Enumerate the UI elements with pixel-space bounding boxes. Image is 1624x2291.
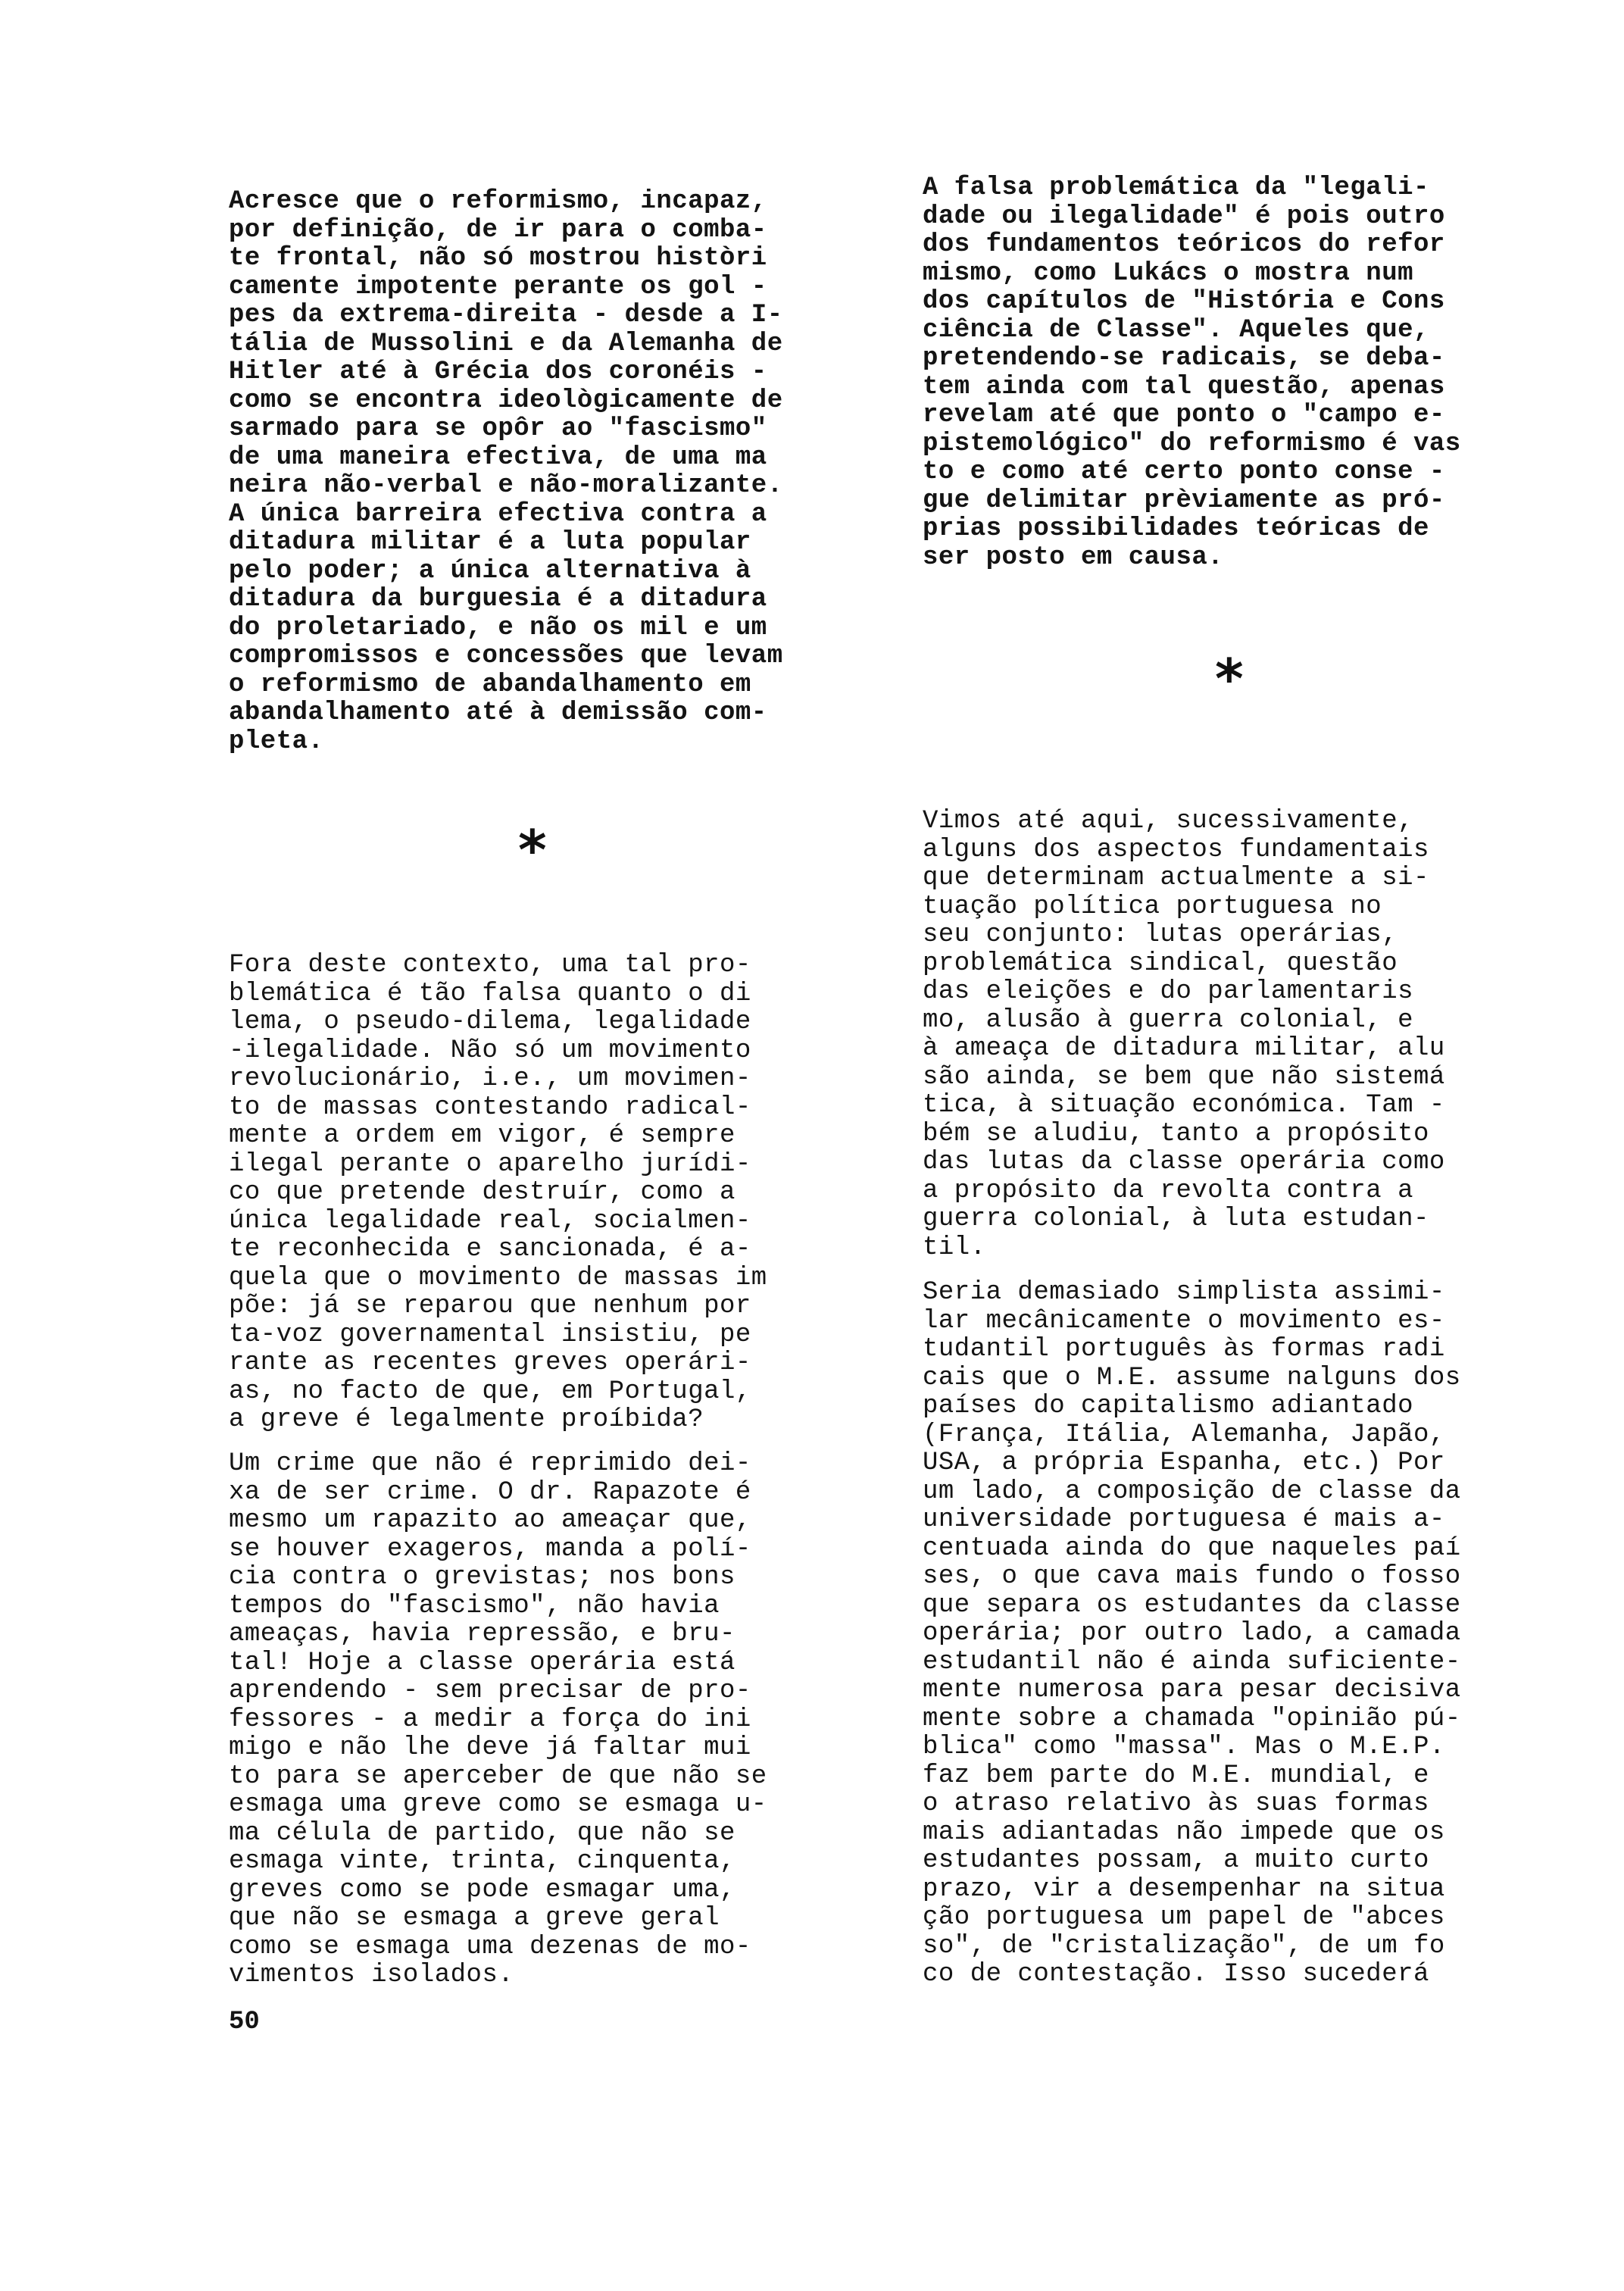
text-line: seu conjunto: lutas operárias, — [923, 920, 1398, 949]
text-line: prias possibilidades teóricas de — [923, 514, 1429, 543]
text-line: países do capitalismo adiantado — [923, 1392, 1414, 1421]
text-line: bém se aludiu, tanto a propósito — [923, 1119, 1429, 1149]
text-line: fessores - a medir a força do ini — [229, 1705, 751, 1734]
text-line: neira não-verbal e não-moralizante. — [229, 471, 783, 500]
text-line: tempos do "fascismo", não havia — [229, 1591, 720, 1621]
text-line: lar mecânicamente o movimento es- — [923, 1306, 1445, 1336]
text-line: a greve é legalmente proíbida? — [229, 1405, 704, 1434]
text-line: ciência de Classe". Aqueles que, — [923, 315, 1429, 345]
text-line: estudantil não é ainda suficiente- — [923, 1647, 1461, 1677]
text-line: vimentos isolados. — [229, 1961, 514, 1989]
text-line: mente numerosa para pesar decisiva — [923, 1676, 1461, 1705]
text-line: greves como se pode esmagar uma, — [229, 1875, 735, 1905]
text-line: pretendendo-se radicais, se deba- — [923, 344, 1445, 373]
text-line: tica, à situação económica. Tam - — [923, 1091, 1445, 1120]
text-line: Seria demasiado simplista assimi- — [923, 1278, 1445, 1307]
text-line: sarmado para se opôr ao "fascismo" — [229, 414, 767, 443]
text-line: mente a ordem em vigor, é sempre — [229, 1121, 735, 1150]
text-line: til. — [923, 1233, 986, 1262]
text-line: tuação política portuguesa no — [923, 892, 1382, 921]
text-line: por definição, de ir para o comba- — [229, 215, 767, 245]
text-line: única legalidade real, socialmen- — [229, 1206, 751, 1236]
text-line: mais adiantadas não impede que os — [923, 1817, 1445, 1847]
text-line: do proletariado, e não os mil e um — [229, 613, 767, 642]
text-line: tália de Mussolini e da Alemanha de — [229, 329, 783, 358]
left-column-paragraph-2 — [229, 952, 820, 1435]
text-line: pleta. — [229, 727, 324, 756]
text-line: cais que o M.E. assume nalguns dos — [923, 1363, 1461, 1392]
text-line: so", de "cristalização", de um fo — [923, 1931, 1445, 1961]
text-line: universidade portuguesa é mais a- — [923, 1505, 1445, 1534]
text-line: as, no facto de que, em Portugal, — [229, 1377, 751, 1406]
text-line: prazo, vir a desempenhar na situa — [923, 1874, 1445, 1904]
text-line: guerra colonial, à luta estudan- — [923, 1205, 1429, 1233]
text-line: a propósito da revolta contra a — [923, 1176, 1414, 1205]
text-line: tem ainda com tal questão, apenas — [923, 372, 1445, 402]
text-line: põe: já se reparou que nenhum por — [229, 1292, 751, 1321]
text-line: cia contra o grevistas; nos bons — [229, 1563, 735, 1592]
text-line: ses, o que cava mais fundo o fosso — [923, 1562, 1461, 1591]
text-line: são ainda, se bem que não sistemá — [923, 1062, 1445, 1092]
text-line: blemática é tão falsa quanto o di — [229, 979, 751, 1008]
text-line: Hitler até à Grécia dos coronéis - — [229, 358, 767, 386]
text-line: Fora deste contexto, uma tal pro- — [229, 951, 751, 980]
text-line: o reformismo de abandalhamento em — [229, 670, 751, 699]
text-line: Vimos até aqui, sucessivamente, — [923, 807, 1414, 836]
text-line: gue delimitar prèviamente as pró- — [923, 486, 1445, 515]
text-line: to de massas contestando radical- — [229, 1092, 751, 1122]
text-line: de uma maneira efectiva, de uma ma — [229, 442, 767, 472]
text-line: ção portuguesa um papel de "abces — [923, 1903, 1445, 1932]
text-line: co que pretende destruír, como a — [229, 1178, 735, 1207]
text-line: dade ou ilegalidade" é pois outro — [923, 202, 1445, 231]
text-line: operária; por outro lado, a camada — [923, 1619, 1461, 1648]
text-line: alguns dos aspectos fundamentais — [923, 835, 1429, 864]
text-line: estudantes possam, a muito curto — [923, 1846, 1429, 1875]
text-line: mismo, como Lukács o mostra num — [923, 258, 1414, 288]
text-line: um lado, a composição de classe da — [923, 1477, 1461, 1506]
text-line: tudantil português às formas radi — [923, 1335, 1445, 1364]
text-line: esmaga uma greve como se esmaga u- — [229, 1790, 767, 1819]
text-line: ma célula de partido, que não se — [229, 1818, 735, 1848]
text-line: o atraso relativo às suas formas — [923, 1789, 1429, 1818]
text-line: ser posto em causa. — [923, 542, 1224, 572]
text-line: mente sobre a chamada "opinião pú- — [923, 1704, 1461, 1733]
text-line: centuada ainda do que naqueles paí — [923, 1533, 1461, 1563]
text-line: USA, a própria Espanha, etc.) Por — [923, 1449, 1445, 1477]
text-line: à ameaça de ditadura militar, alu — [923, 1034, 1445, 1063]
right-column-paragraph-1 — [923, 174, 1513, 572]
text-line: pes da extrema-direita - desde a I- — [229, 301, 783, 330]
text-line: faz bem parte do M.E. mundial, e — [923, 1761, 1429, 1790]
text-line: Acresce que o reformismo, incapaz, — [229, 187, 767, 216]
text-line: revolucionário, i.e., um movimen- — [229, 1064, 751, 1093]
text-line: que não se esmaga a greve geral — [229, 1904, 720, 1933]
text-line: te reconhecida e sancionada, é a- — [229, 1235, 751, 1264]
text-line: A falsa problemática da "legali- — [923, 173, 1429, 202]
text-line: que separa os estudantes da classe — [923, 1590, 1461, 1620]
right-column-paragraph-3 — [923, 1279, 1513, 1989]
text-line: to e como até certo ponto conse - — [923, 458, 1445, 486]
text-line: mo, alusão à guerra colonial, e — [923, 1005, 1414, 1035]
left-column-paragraph-3 — [229, 1450, 820, 1990]
text-line: pistemológico" do reformismo é vas — [923, 429, 1461, 458]
text-line: migo e não lhe deve já faltar mui — [229, 1733, 751, 1762]
text-line: quela que o movimento de massas im — [229, 1263, 767, 1292]
text-line: lema, o pseudo-dilema, legalidade — [229, 1008, 751, 1036]
text-line: das lutas da classe operária como — [923, 1148, 1445, 1177]
text-line: aprendendo - sem precisar de pro- — [229, 1677, 751, 1705]
text-line: ilegal perante o aparelho jurídi- — [229, 1149, 751, 1179]
text-line: esmaga vinte, trinta, cinquenta, — [229, 1847, 735, 1876]
text-line: tal! Hoje a classe operária está — [229, 1648, 735, 1677]
text-line: revelam até que ponto o "campo e- — [923, 401, 1445, 430]
text-line: abandalhamento até à demissão com- — [229, 699, 767, 727]
text-line: -ilegalidade. Não só um movimento — [229, 1036, 751, 1065]
text-line: compromissos e concessões que levam — [229, 642, 783, 670]
text-line: (França, Itália, Alemanha, Japão, — [923, 1420, 1445, 1449]
text-line: pelo poder; a única alternativa à — [229, 556, 751, 586]
text-line: blica" como "massa". Mas o M.E.P. — [923, 1733, 1445, 1761]
text-line: ta-voz governamental insistiu, pe — [229, 1320, 751, 1349]
text-line: problemática sindical, questão — [923, 949, 1398, 978]
text-line: ditadura militar é a luta popular — [229, 528, 751, 557]
text-line: como se encontra ideològicamente de — [229, 386, 783, 415]
text-line: xa de ser crime. O dr. Rapazote é — [229, 1477, 751, 1507]
text-line: co de contestação. Isso sucederá — [923, 1960, 1429, 1989]
text-line: camente impotente perante os gol - — [229, 272, 767, 302]
text-line: como se esmaga uma dezenas de mo- — [229, 1932, 751, 1961]
left-section-separator: * — [518, 818, 547, 882]
text-line: ameaças, havia repressão, e bru- — [229, 1620, 735, 1649]
text-line: das eleições e do parlamentaris — [923, 977, 1414, 1006]
text-line: dos capítulos de "História e Cons — [923, 287, 1445, 316]
right-column-paragraph-2 — [923, 808, 1513, 1262]
text-line: rante as recentes greves operári- — [229, 1349, 751, 1377]
page-number: 50 — [229, 2008, 260, 2036]
text-line: Um crime que não é reprimido dei- — [229, 1449, 751, 1478]
text-line: ditadura da burguesia é a ditadura — [229, 585, 767, 614]
right-section-separator: * — [1215, 647, 1244, 711]
text-line: A única barreira efectiva contra a — [229, 499, 767, 529]
text-line: to para se aperceber de que não se — [229, 1761, 767, 1791]
text-line: que determinam actualmente a si- — [923, 864, 1429, 892]
text-line: te frontal, não só mostrou històri — [229, 244, 767, 273]
left-column-paragraph-1 — [229, 188, 820, 756]
text-line: mesmo um rapazito ao ameaçar que, — [229, 1506, 751, 1535]
text-line: dos fundamentos teóricos do refor — [923, 230, 1445, 259]
text-line: se houver exageros, manda a polí- — [229, 1534, 751, 1564]
